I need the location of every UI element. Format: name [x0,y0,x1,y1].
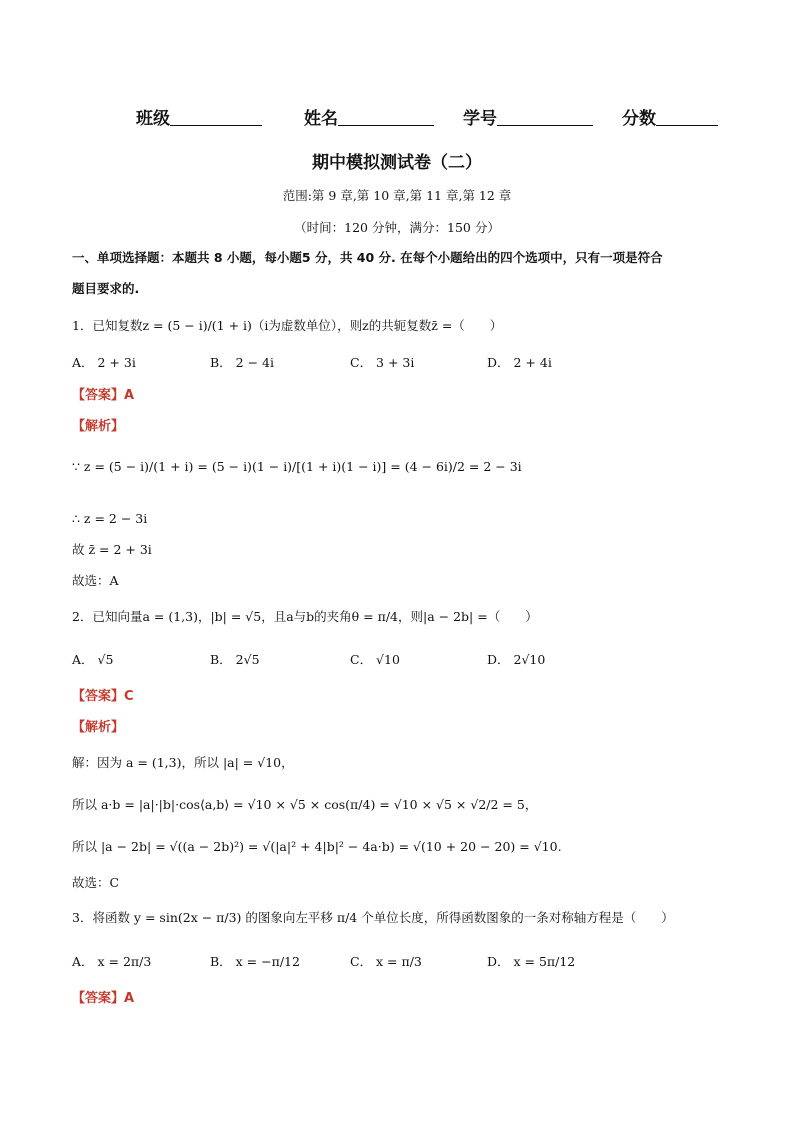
q2-analysis-label: 【解析】 [72,720,125,735]
q1-option-d[interactable]: D． 2 + 4i [487,355,552,370]
exam-title: 期中模拟测试卷（二） [312,153,482,173]
id-label: 学号 [463,109,497,129]
class-blank[interactable] [170,109,262,126]
q2-option-d[interactable]: D． 2√10 [487,652,546,667]
class-label: 班级 [136,109,170,129]
section1-line2: 题目要求的. [72,281,140,296]
name-blank[interactable] [338,109,434,126]
q2-text: 2．已知向量a = (1,3)，|b| = √5，且a与b的夹角θ = π/4，则|a − 2b| =（ ） [72,609,538,624]
q1-conclusion-text: 故选：A [72,573,119,588]
q2-step2: 所以 a·b = |a|·|b|·cos⟨a,b⟩ = √10 × √5 × cos(π/4) = √10 × √5 × √2/2 = 5， [72,797,538,812]
q2-step1: 解：因为 a = (1,3)，所以 |a| = √10， [72,755,294,770]
exam-time: （时间：120 分钟，满分：150 分） [294,220,500,235]
q1-option-b[interactable]: B． 2 − 4i [210,355,274,370]
score-label: 分数 [622,109,656,129]
q1-answer: 【答案】A [72,388,135,403]
q3-option-d[interactable]: D． x = 5π/12 [487,954,576,969]
id-blank[interactable] [497,109,593,126]
q2-step3: 所以 |a − 2b| = √((a − 2b)²) = √(|a|² + 4|b|² − 4a·b) = √(10 + 20 − 20) = √10. [72,839,562,854]
score-blank[interactable] [656,109,718,126]
q3-option-c[interactable]: C． x = π/3 [350,954,422,969]
exam-scope: 范围:第 9 章,第 10 章,第 11 章,第 12 章 [282,188,512,203]
student-id-field[interactable] [463,104,593,129]
q1-step1: ∵ z = (5 − i)/(1 + i) = (5 − i)(1 − i)/[(1 + i)(1 − i)] = (4 − 6i)/2 = 2 − 3i [72,459,522,474]
q1-analysis-label: 【解析】 [72,419,125,434]
q1-text: 1．已知复数z = (5 − i)/(1 + i)（i为虚数单位），则z的共轭复数z̄ =（ ） [72,318,503,333]
q1-option-c[interactable]: C． 3 + 3i [350,355,415,370]
q3-answer: 【答案】A [72,991,135,1006]
q1-step3: 故 z̄ = 2 + 3i [72,542,152,557]
q3-text: 3．将函数 y = sin(2x − π/3) 的图象向左平移 π/4 个单位长度，所得函数图象的一条对称轴方程是（ ） [72,910,674,925]
q2-answer: 【答案】C [72,689,134,704]
q3-option-a[interactable]: A． x = 2π/3 [72,954,152,969]
q2-option-b[interactable]: B． 2√5 [210,652,260,667]
q2-conclusion: 故选：C [72,875,120,890]
q2-option-c[interactable]: C． √10 [350,652,400,667]
q1-step2: ∴ z = 2 − 3i [72,511,148,526]
name-label: 姓名 [304,109,338,129]
q1-conclusion [72,571,119,589]
class-field[interactable] [136,104,262,129]
score-field[interactable] [622,104,718,129]
section1-line1: 一、单项选择题：本题共 8 小题，每小题5 分，共 40 分. 在每个小题给出的四个选项中，只有一项是符合 [72,250,663,265]
q1-option-a[interactable]: A． 2 + 3i [72,355,136,370]
name-field[interactable] [304,104,434,129]
q3-option-b[interactable]: B． x = −π/12 [210,954,300,969]
q2-option-a[interactable]: A． √5 [72,652,114,667]
